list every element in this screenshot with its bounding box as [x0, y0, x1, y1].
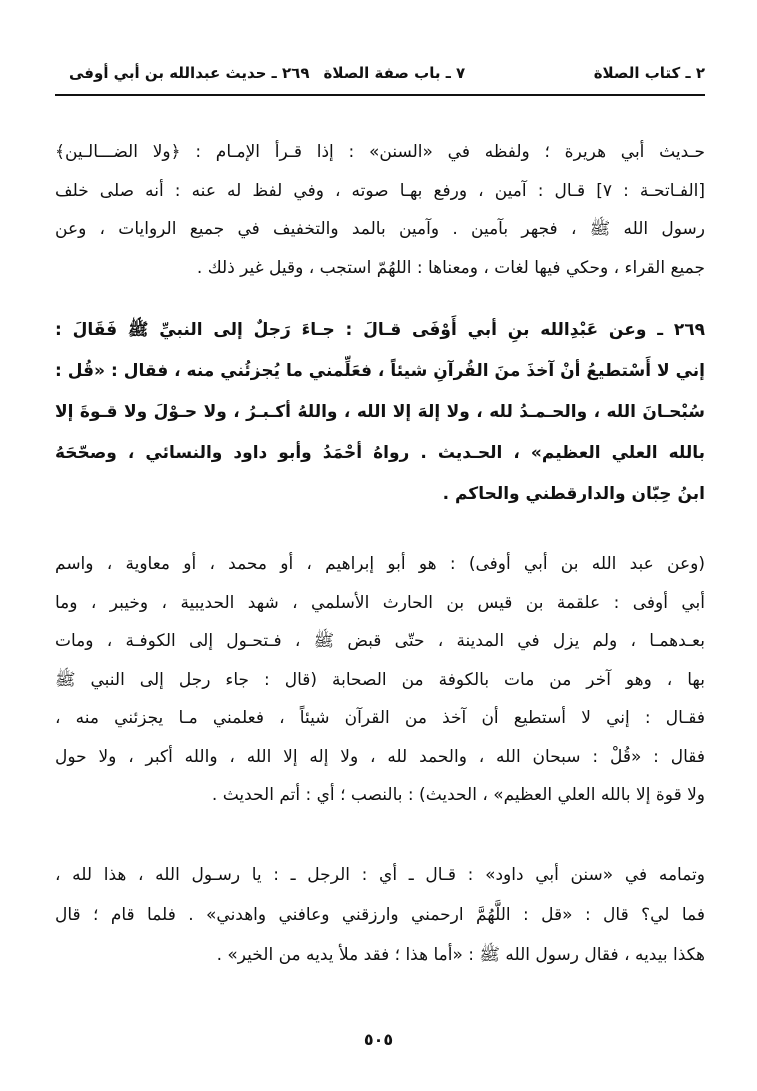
text-line: سُبْحـانَ الله ، والحـمـدُ لله ، ولا إلهَ إلا الله ، واللهُ أكـبـرُ ، ولا حـوْلَ ولا قـوةَ إلا	[55, 402, 705, 422]
page-number: ٥٠٥	[363, 1030, 394, 1049]
text-line: فما لي؟ قال : «قل : اللَّهُمَّ ارحمني وارزقني وعافني واهدني» . فلما قام ؛ قال	[55, 905, 705, 925]
header-hadith-title: ٢٦٩ ـ حديث عبدالله بن أبي أوفى	[69, 64, 310, 82]
text-line: ٢٦٩ ـ وعن عَبْدِالله بنِ أبي أَوْفَى قـالَ : جـاءَ رَجلٌ إلى النبيِّ ﷺ فَقَالَ :	[55, 320, 705, 340]
text-line: إني لا أَسْتطيعُ أنْ آخذَ منَ القُرآنِ شيئاً ، فعَلِّمني ما يُجزئُني منه ، فقال : «قُل :	[55, 361, 705, 381]
text-line: [الفـاتحـة : ٧] قـال : آمين ، ورفع بهـا صوته ، وفي لفظ له عنه : أنه صلى خلف	[55, 180, 705, 201]
text-line: رسول الله ﷺ ، فجهر بآمين . وآمين بالمد والتخفيف في جميع الروايات ، وعن	[55, 219, 705, 239]
text-line: ولا قوة إلا بالله العلي العظيم» ، الحديث) : بالنصب ؛ أي : أتم الحديث .	[211, 785, 705, 805]
text-line: بعـدهمـا ، ولم يزل في المدينة ، حتّى قبض ﷺ ، فـتحـول إلى الكوفـة ، ومات	[55, 631, 705, 651]
text-line: فقال : «قُلْ : سبحان الله ، والحمد لله ، ولا إله إلا الله ، والله أكبر ، ولا حول	[55, 746, 705, 767]
header-chapter: ٢ ـ كتاب الصلاة	[593, 64, 705, 82]
running-header	[55, 52, 705, 92]
hadith-text-269	[55, 310, 705, 515]
text-line: وتمامه في «سنن أبي داود» : قـال ـ أي : الرجل ـ : يا رسـول الله ، هذا لله ،	[55, 865, 705, 885]
text-line: بالله العلي العظيم» ، الحـديث . رواهُ أحْمَدُ وأبو داود والنسائي ، وصحّحَهُ	[55, 443, 705, 463]
text-line: حـديث أبي هريرة ؛ ولفظه في «السنن» : إذا قـرأ الإمـام : ﴿ولا الضـــالـين﴾	[55, 142, 705, 162]
text-line: ابنُ حِبّان والدارقطني والحاكم .	[442, 484, 705, 504]
paragraph-commentary-completion	[55, 855, 705, 975]
text-line: جميع القراء ، وحكي فيها لغات ، ومعناها : اللهُمّ استجب ، وقيل غير ذلك .	[196, 257, 705, 278]
text-line: أبي أوفى : علقمة بن قيس بن الحارث الأسلمي ، شهد الحديبية ، وخيبر ، وما	[55, 592, 705, 613]
text-line: (وعن عبد الله بن أبي أوفى) : هو أبو إبراهيم ، أو محمد ، أو معاوية ، واسم	[55, 554, 705, 574]
text-line: بها ، وهو آخر من مات بالكوفة من الصحابة (قال : جاء رجل إلى النبي ﷺ	[55, 669, 705, 690]
header-section: ٧ ـ باب صفة الصلاة	[323, 64, 466, 82]
header-divider	[55, 94, 705, 96]
paragraph-commentary-narrator	[55, 545, 705, 815]
paragraph-commentary-prior	[55, 133, 705, 287]
text-line: هكذا بيديه ، فقال رسول الله ﷺ : «أما هذا ؛ فقد ملأ يديه من الخير» .	[216, 945, 705, 965]
text-line: فقـال : إني لا أستطيع أن آخذ من القرآن شيئاً ، فعلمني مـا يجزئني منه ،	[55, 708, 705, 728]
header-section-group	[55, 64, 465, 82]
